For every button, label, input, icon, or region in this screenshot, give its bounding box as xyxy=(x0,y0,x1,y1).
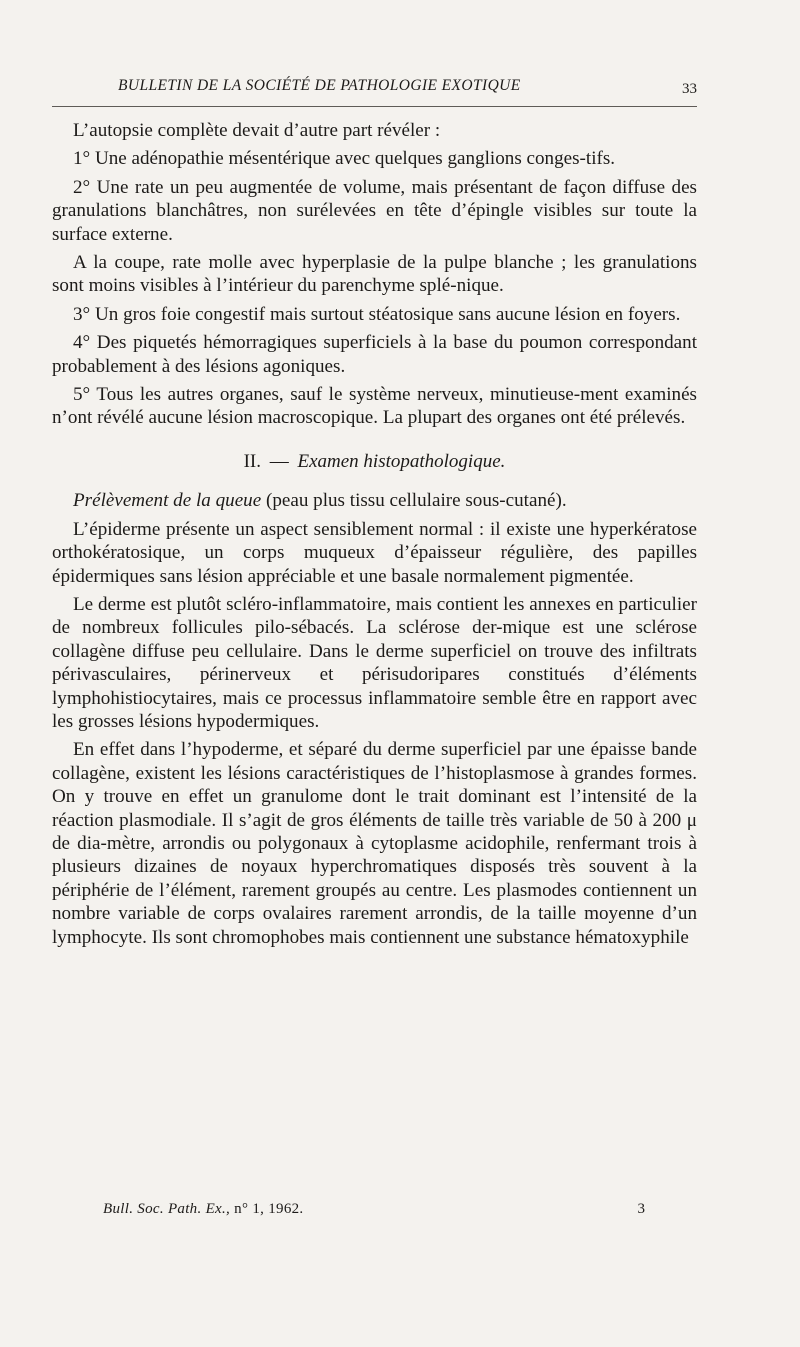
paragraph-dermis: Le derme est plutôt scléro-inflammatoire, mais contient les annexes en particulier de nombreux follicules pilo-sébacés. La sclérose der-mique est une sclérose collagène diffuse peu cellulaire. Dans le derme superficiel on trouve des infiltrats périvasculaires, périnerveux et périsudoripares constitués d’éléments lymphohistiocytaires, mais ce processus inflammatoire semble être en rapport avec les grosses lésions hypodermiques. xyxy=(52,593,697,732)
paragraph-hypodermis: En effet dans l’hypoderme, et séparé du derme superficiel par une épaisse bande collagène, existent les lésions caractéristiques de l’histoplasmose à grandes formes. On y trouve en effet un granulome dont le trait dominant est l’intensité de la réaction plasmodiale. Il s’agit de gros éléments de taille très variable de 50 à 200 μ de dia-mètre, arrondis ou polygonaux à cytoplasme acidophile, renfermant trois à plusieurs dizaines de noyaux hyperchromatiques disposés très souvent à la périphérie de l’élément, rarement groupés au centre. Les plasmodes contiennent un nombre variable de corps ovalaires rarement arrondis, de la taille moyenne d’un lymphocyte. Ils sont chromophobes mais contiennent une substance hématoxyphile xyxy=(52,739,697,948)
signature-mark: 3 xyxy=(637,1201,645,1217)
page-number: 33 xyxy=(682,81,697,97)
body-text xyxy=(52,119,697,954)
header-rule xyxy=(52,106,697,107)
footer-issue: n° 1, 1962. xyxy=(234,1201,304,1217)
section-title: Examen histopathologique. xyxy=(297,450,506,472)
paragraph-specimen xyxy=(52,489,697,512)
paragraph-finding-1: 1° Une adénopathie mésentérique avec quelques ganglions conges-tifs. xyxy=(73,148,616,170)
footer-citation xyxy=(103,1201,303,1218)
specimen-text: (peau plus tissu cellulaire sous-cutané). xyxy=(265,490,567,512)
section-dash: — xyxy=(269,450,289,472)
running-head xyxy=(52,77,697,99)
footer-journal: Bull. Soc. Path. Ex., xyxy=(103,1201,231,1217)
paragraph-finding-5: 5° Tous les autres organes, sauf le système nerveux, minutieuse-ment examinés n’ont révélé aucune lésion macroscopique. La plupart des organes ont été prélevés. xyxy=(52,384,697,429)
running-title: BULLETIN DE LA SOCIÉTÉ DE PATHOLOGIE EXOTIQUE xyxy=(118,77,521,94)
paragraph-spleen-section: A la coupe, rate molle avec hyperplasie de la pulpe blanche ; les granulations sont moins visibles à l’intérieur du parenchyme splé-nique. xyxy=(52,252,697,297)
paragraph-epidermis: L’épiderme présente un aspect sensiblement normal : il existe une hyperkératose orthokératosique, un corps muqueux d’épaisseur régulière, des papilles épidermiques sans lésion appréciable et une basale normalement pigmentée. xyxy=(52,518,697,587)
paragraph-finding-4: 4° Des piquetés hémorragiques superficiels à la base du poumon correspondant probablement à des lésions agoniques. xyxy=(52,332,697,377)
paragraph-autopsy-intro: L’autopsie complète devait d’autre part révéler : xyxy=(73,120,441,141)
specimen-label: Prélèvement de la queue xyxy=(73,490,262,512)
page-footer xyxy=(103,1201,645,1223)
paragraph-finding-2: 2° Une rate un peu augmentée de volume, mais présentant de façon diffuse des granulations blanchâtres, non surélevées en tête d’épingle visibles sur toute la surface externe. xyxy=(52,176,697,245)
section-number: II. xyxy=(243,450,261,472)
section-heading xyxy=(52,450,697,473)
paragraph-finding-3: 3° Un gros foie congestif mais surtout stéatosique sans aucune lésion en foyers. xyxy=(73,303,681,325)
